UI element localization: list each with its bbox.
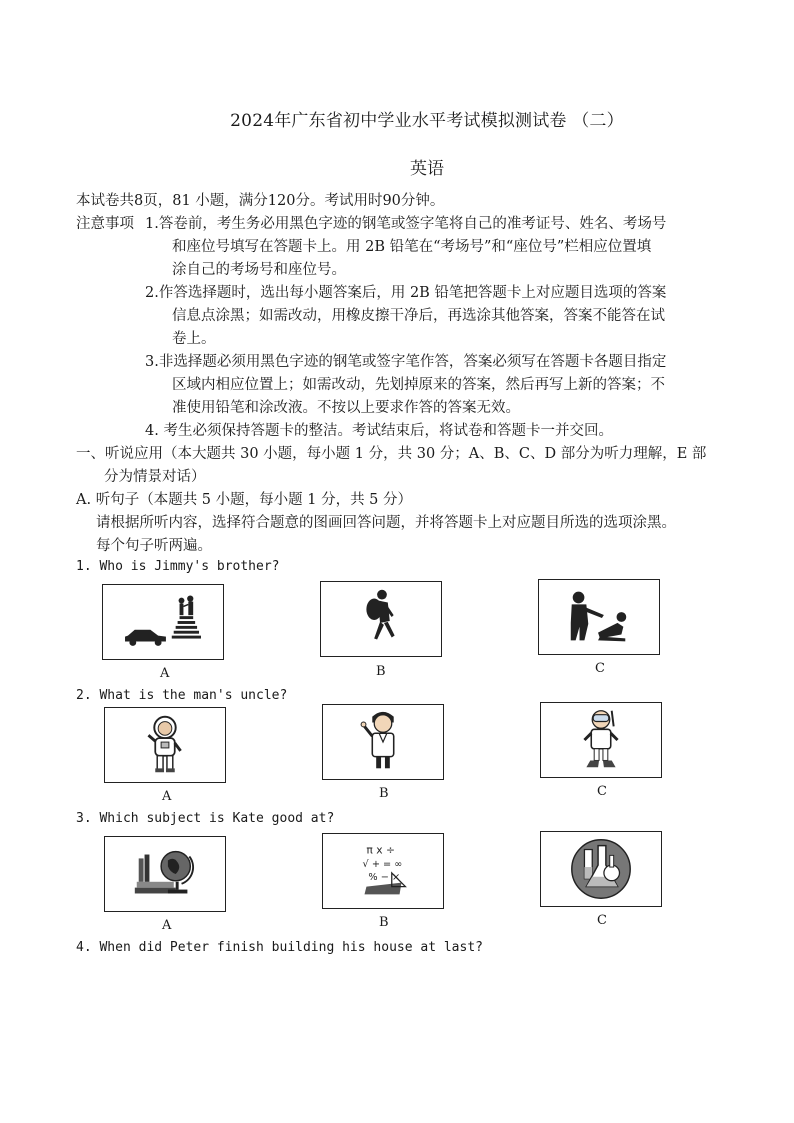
q3-picture-b xyxy=(322,833,444,909)
astronaut-icon xyxy=(105,708,225,782)
exam-title: 2024年广东省初中学业水平考试模拟测试卷 （二） xyxy=(230,111,624,131)
exam-subject: 英语 xyxy=(410,159,444,179)
q2-picture-c xyxy=(540,702,662,778)
svg-text:√ + = ∞: √ + = ∞ xyxy=(362,859,403,871)
note-3-line-1: 3.非选择题必须用黑色字迹的钢笔或签字笔作答，答案必须写在答题卡各题目指定 xyxy=(145,354,667,370)
q2-option-b: B xyxy=(379,786,389,801)
note-3-line-2: 区域内相应位置上；如需改动，先划掉原来的答案，然后再写上新的答案；不 xyxy=(172,377,665,393)
note-1-line-1: 1.答卷前，考生务必用黑色字迹的钢笔或签字笔将自己的准考证号、姓名、考场号 xyxy=(145,216,667,232)
q3-option-c: C xyxy=(597,913,607,928)
q3-picture-c xyxy=(540,831,662,907)
q2-picture-b xyxy=(322,704,444,780)
q3-option-b: B xyxy=(379,915,389,930)
note-1-line-3: 涂自己的考场号和座位号。 xyxy=(172,262,346,278)
note-4: 4. 考生必须保持答题卡的整洁。考试结束后，将试卷和答题卡一并交回。 xyxy=(145,423,613,439)
note-3-line-3: 准使用铅笔和涂改液。不按以上要求作答的答案无效。 xyxy=(172,400,520,416)
svg-text:% − ×: % − × xyxy=(368,871,401,883)
globe-and-books-icon xyxy=(105,837,225,911)
question-4: 4. When did Peter finish building his house at last? xyxy=(76,940,483,955)
lab-flasks-icon xyxy=(541,832,661,906)
exam-summary: 本试卷共8页，81 小题，满分120分。考试用时90分钟。 xyxy=(76,193,445,209)
q1-option-b: B xyxy=(376,664,386,679)
q1-picture-a xyxy=(102,584,224,660)
svg-text:π x ÷: π x ÷ xyxy=(366,843,396,857)
question-2: 2. What is the man's uncle? xyxy=(76,688,288,703)
q2-option-a: A xyxy=(162,789,172,804)
section-1-heading-cont: 分为情景对话） xyxy=(104,469,206,485)
part-a-title: A. 听句子（本题共 5 小题，每小题 1 分，共 5 分） xyxy=(76,492,413,508)
note-2-line-2: 信息点涂黑；如需改动，用橡皮擦干净后，再选涂其他答案，答案不能答在试 xyxy=(172,308,665,324)
note-2-line-1: 2.作答选择题时，选出每小题答案后，用 2B 铅笔把答题卡上对应题目选项的答案 xyxy=(145,285,667,301)
part-a-instruction-cont: 每个句子听两遍。 xyxy=(96,538,212,554)
q1-option-c: C xyxy=(595,661,605,676)
helping-fallen-person-icon xyxy=(539,580,659,654)
q2-option-c: C xyxy=(597,784,607,799)
note-1-line-2: 和座位号填写在答题卡上。用 2B 铅笔在“考场号”和“座位号”栏相应位置填 xyxy=(172,239,652,255)
math-symbols-icon xyxy=(323,834,443,908)
notes-label: 注意事项 xyxy=(76,216,134,232)
part-a-instruction: 请根据所听内容，选择符合题意的图画回答问题，并将答题卡上对应题目所选的选项涂黑。 xyxy=(96,515,676,531)
diver-icon xyxy=(541,703,661,777)
q2-picture-a xyxy=(104,707,226,783)
q1-option-a: A xyxy=(160,666,170,681)
question-3: 3. Which subject is Kate good at? xyxy=(76,811,335,826)
q1-picture-c xyxy=(538,579,660,655)
car-and-stairs-icon xyxy=(103,585,223,659)
doctor-icon xyxy=(323,705,443,779)
q3-option-a: A xyxy=(162,918,172,933)
hiker-with-backpack-icon xyxy=(321,582,441,656)
note-2-line-3: 卷上。 xyxy=(172,331,216,347)
section-1-heading: 一、听说应用（本大题共 30 小题，每小题 1 分，共 30 分；A、B、C、D 部分为听力理解，E 部 xyxy=(76,446,707,462)
q3-picture-a xyxy=(104,836,226,912)
q1-picture-b xyxy=(320,581,442,657)
question-1: 1. Who is Jimmy's brother? xyxy=(76,559,280,574)
